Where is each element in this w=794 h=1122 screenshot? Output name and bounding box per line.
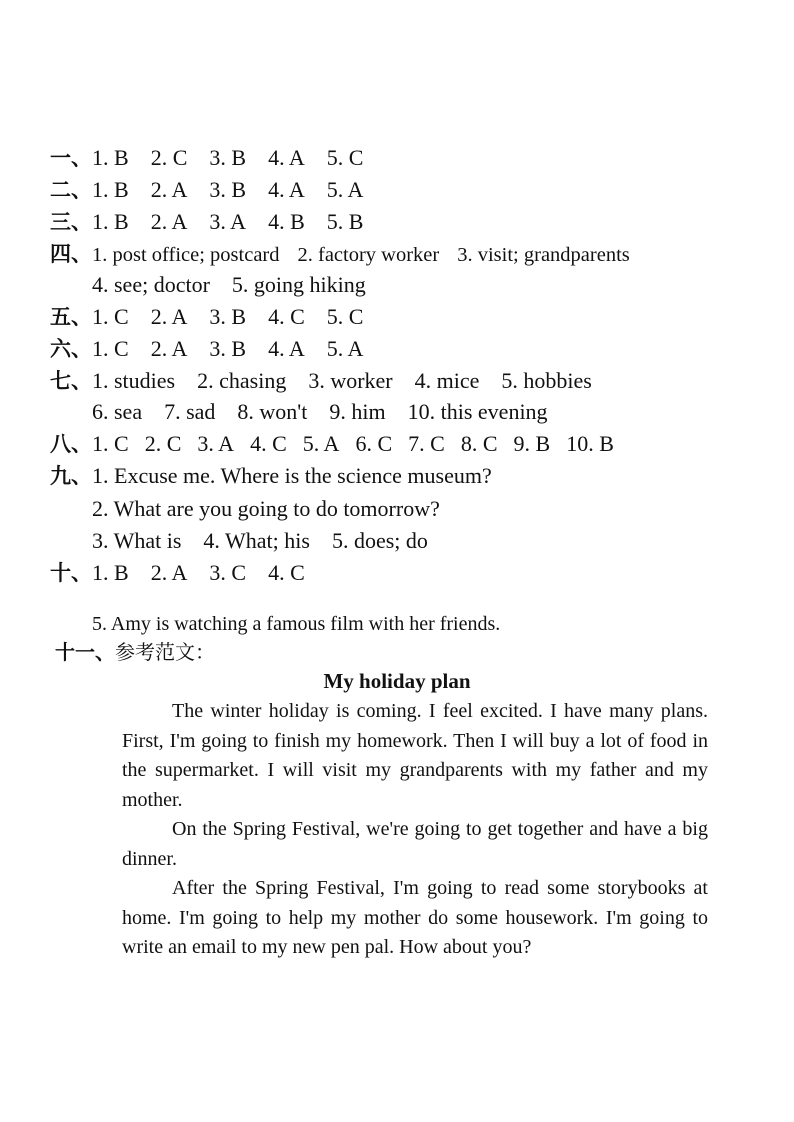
answer: 5. hobbies	[501, 368, 592, 393]
answer: 8. C	[460, 431, 498, 456]
answer: 1. B	[92, 560, 129, 585]
answer: 1. studies	[92, 368, 176, 393]
section-9-row-2	[92, 494, 774, 524]
section-6-row	[50, 334, 774, 364]
section-label: 七、	[50, 369, 92, 393]
answer: 4. see; doctor	[92, 272, 210, 297]
answer: 1. B	[92, 209, 129, 234]
answer: 5. A	[326, 177, 364, 202]
answer: 4. C	[250, 431, 287, 456]
essay-paragraph: After the Spring Festival, I'm going to read some storybooks at home. I'm going to help my mother do some housework. I'm going to write an email to my new pen pal. How about you?	[122, 877, 708, 958]
section-label: 十、	[50, 561, 92, 585]
answer: 2. C	[150, 145, 188, 170]
answer: 6. C	[355, 431, 393, 456]
answer: 5. going hiking	[231, 272, 366, 297]
answer: 5. Amy is watching a famous film with her friends.	[92, 613, 501, 635]
answer: 9. B	[513, 431, 551, 456]
section-1-row	[50, 143, 774, 173]
answer: 1. Excuse me. Where is the science museum?	[92, 463, 492, 488]
section-10-row	[50, 558, 774, 588]
answer: 1. post office; postcard	[92, 244, 280, 266]
answer: 2. A	[150, 304, 188, 329]
essay-paragraph: The winter holiday is coming. I feel excited. I have many plans. First, I'm going to finish my homework. Then I will buy a lot of food in the supermarket. I will visit my grandparents with my father and my mother.	[122, 700, 708, 811]
section-7-row	[50, 366, 774, 396]
section-label: 十一、	[55, 640, 115, 664]
answer: 7. sad	[164, 399, 216, 424]
section-label: 二、	[50, 178, 92, 202]
section-5-row	[50, 302, 774, 332]
answer: 3. B	[209, 336, 247, 361]
section-4-row	[50, 239, 774, 270]
section-10-row-2	[92, 609, 774, 639]
answer: 1. B	[92, 145, 129, 170]
section-9-row	[50, 461, 774, 491]
answer: 2. What are you going to do tomorrow?	[92, 496, 440, 521]
section-4-row-2	[92, 270, 774, 300]
answer: 4. What; his	[203, 528, 310, 553]
section-label: 四、	[50, 242, 92, 266]
answer: 2. chasing	[197, 368, 287, 393]
answer: 3. visit; grandparents	[457, 244, 630, 266]
section-11-heading	[55, 638, 215, 667]
answer: 6. sea	[92, 399, 143, 424]
answer: 2. A	[150, 177, 188, 202]
answer: 7. C	[408, 431, 445, 456]
answer: 5. C	[326, 304, 364, 329]
answer: 1. C	[92, 336, 129, 361]
answer: 3. worker	[308, 368, 393, 393]
section-label: 六、	[50, 337, 92, 361]
answer: 4. A	[268, 145, 305, 170]
answer: 4. A	[268, 336, 305, 361]
answer: 9. him	[329, 399, 386, 424]
answer: 5. does; do	[331, 528, 428, 553]
section-2-row	[50, 175, 774, 205]
section-label: 八、	[50, 432, 92, 456]
answer: 1. C	[92, 304, 129, 329]
answer: 4. C	[268, 560, 305, 585]
answer: 4. mice	[414, 368, 480, 393]
answer: 5. B	[326, 209, 364, 234]
answer: 3. B	[209, 145, 247, 170]
answer: 10. B	[566, 431, 614, 456]
answer: 3. C	[209, 560, 247, 585]
answer: 3. What is	[92, 528, 182, 553]
answer: 3. A	[197, 431, 235, 456]
answer: 4. B	[268, 209, 305, 234]
section-3-row	[50, 207, 774, 237]
section-label: 三、	[50, 210, 92, 234]
answer: 4. C	[268, 304, 305, 329]
answer: 2. factory worker	[297, 244, 440, 266]
section-label: 九、	[50, 464, 92, 488]
answer: 5. C	[326, 145, 364, 170]
section-label: 一、	[50, 146, 92, 170]
answer: 5. A	[302, 431, 340, 456]
answer: 2. C	[144, 431, 182, 456]
answer: 1. C	[92, 431, 129, 456]
answer: 10. this evening	[407, 399, 548, 424]
section-9-row-3	[92, 526, 774, 556]
answer: 2. A	[150, 336, 188, 361]
section-7-row-2	[92, 397, 774, 427]
answer: 3. A	[209, 209, 247, 234]
answer: 8. won't	[237, 399, 308, 424]
answer: 3. B	[209, 304, 247, 329]
answer: 2. A	[150, 560, 188, 585]
essay-paragraph: On the Spring Festival, we're going to get together and have a big dinner.	[122, 818, 708, 870]
answer: 1. B	[92, 177, 129, 202]
essay-body	[122, 697, 708, 963]
answer: 3. B	[209, 177, 247, 202]
answer: 5. A	[326, 336, 364, 361]
section-8-row	[50, 429, 774, 459]
answer: 4. A	[268, 177, 305, 202]
sample-essay-label: 参考范文：	[115, 642, 215, 664]
essay-title: My holiday plan	[323, 669, 471, 693]
section-label: 五、	[50, 305, 92, 329]
answer: 2. A	[150, 209, 188, 234]
